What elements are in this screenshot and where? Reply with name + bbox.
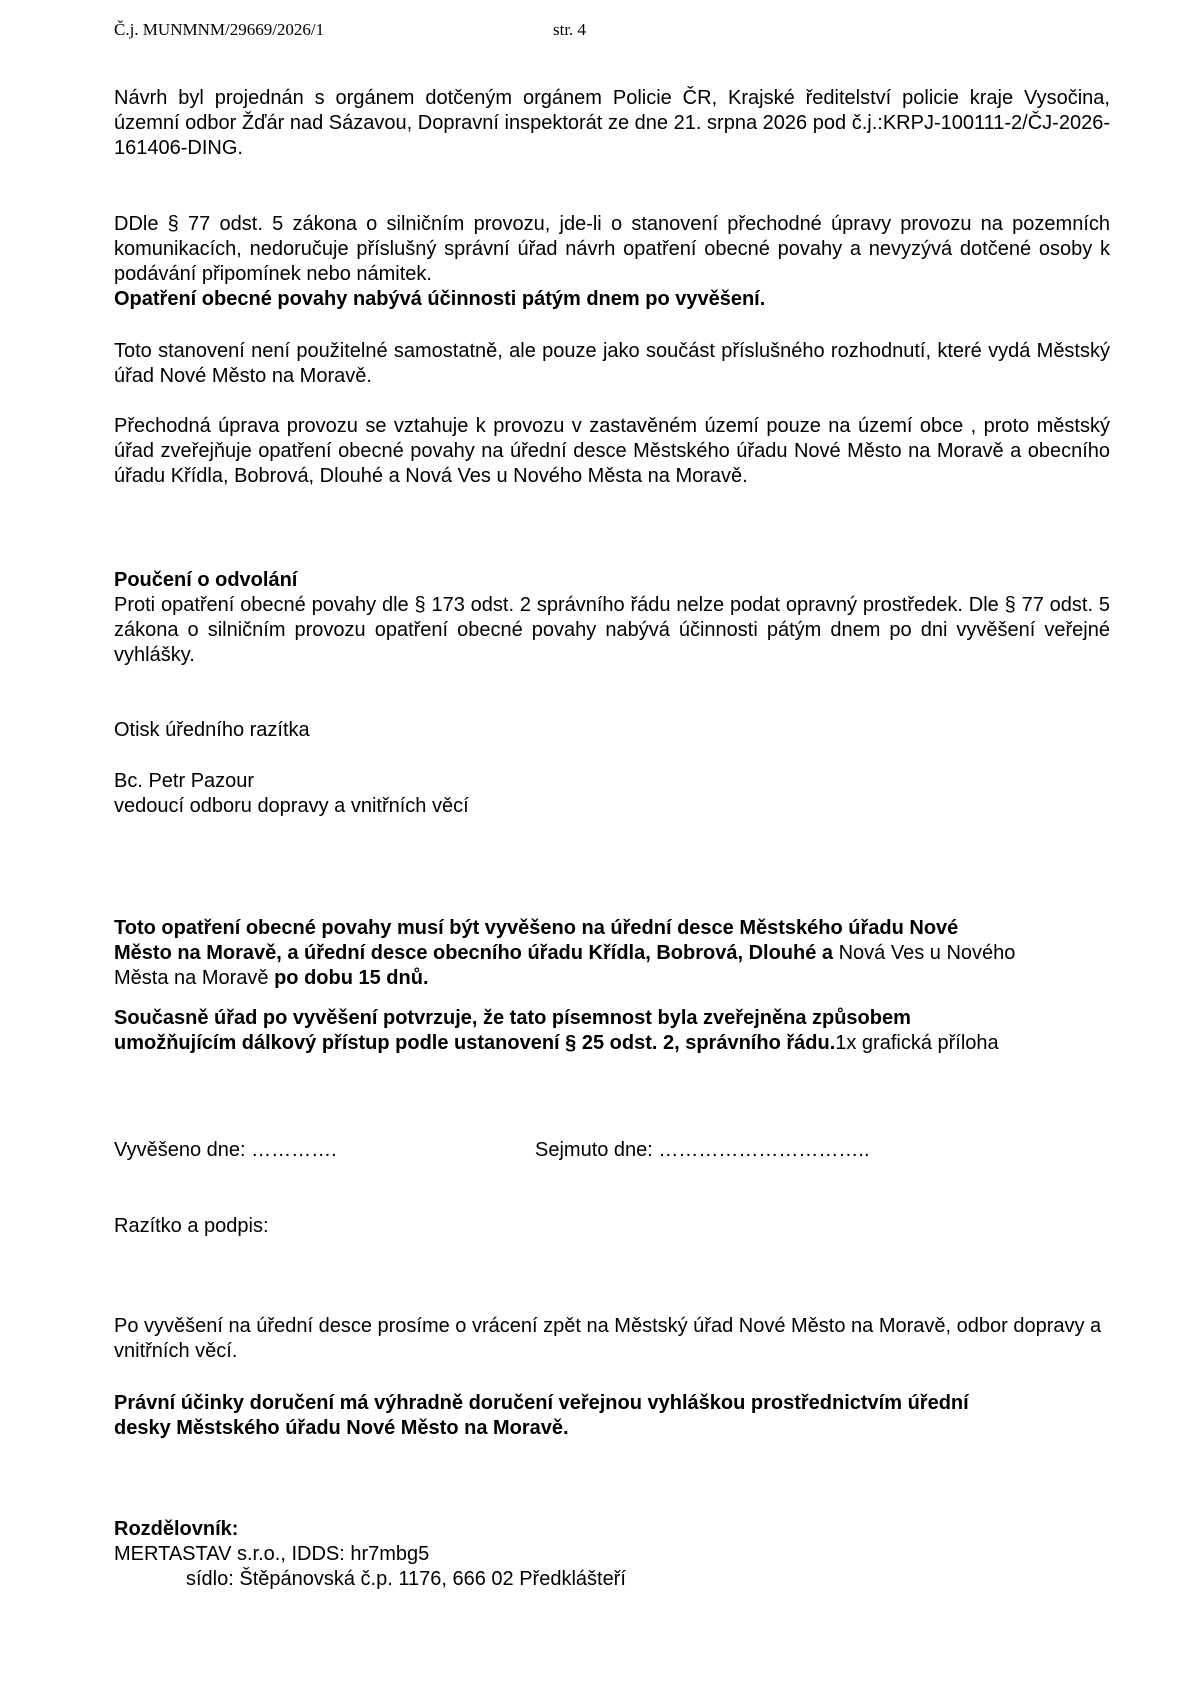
paragraph-not-standalone: Toto stanovení není použitelné samostatně, ale pouze jako součást příslušného rozhodnutí, které vydá Městský úřad Nové Město na Moravě. [114,340,1110,387]
paragraph-legal-basis: DDle § 77 odst. 5 zákona o silničním provozu, jde-li o stanovení přechodné úpravy provozu na pozemních komunikacích, nedoručuje příslušný správní úřad návrh opatření obecné povahy a nevyzývá dotčené osoby k podávání připomínek nebo námitek. [114,213,1110,285]
distribution-heading: Rozdělovník: [114,1518,239,1540]
posting-period: po dobu 15 dnů. [274,967,429,989]
posted-date-field: Vyvěšeno dne: …………. [114,1139,337,1161]
posting-line-3-normal: Města na Moravě [114,967,275,989]
legal-effect-line-2: desky Městského úřadu Nové Město na Moravě. [114,1417,569,1439]
paragraph-police-consultation: Návrh byl projednán s orgánem dotčeným orgánem Policie ČR, Krajské ředitelství policie kraje Vysočina, územní odbor Žďár nad Sázavou, Dopravní inspektorát ze dne 21. srpna 2026 pod č.j.:KRPJ-100111-2/ČJ-2026-161406-DING. [114,87,1110,159]
stamp-label: Otisk úředního razítka [114,719,310,741]
legal-effect-line-1: Právní účinky doručení má výhradně doručení veřejnou vyhláškou prostřednictvím úřední [114,1392,969,1414]
legal-effect [114,1391,1110,1441]
posting-line-1: Toto opatření obecné povahy musí být vyvěšeno na úřední desce Městského úřadu Nové [114,917,959,939]
distribution-address: sídlo: Štěpánovská č.p. 1176, 666 02 Předklášteří [186,1568,626,1590]
posting-line-2-bold: Město na Moravě, a úřední desce obecního úřadu Křídla, Bobrová, Dlouhé a [114,942,834,964]
appeal-section [114,568,1110,668]
signatory [114,769,1110,819]
paragraph-scope: Přechodná úprava provozu se vztahuje k provozu v zastavěném území pouze na území obce , proto městský úřad zveřejňuje opatření obecné povahy na úřední desce Městského úřadu Nové Město na Moravě a obecního úřadu Křídla, Bobrová, Dlouhé a Nová Ves u Nového Města na Moravě. [114,415,1110,487]
appeal-text: Proti opatření obecné povahy dle § 173 odst. 2 správního řádu nelze podat opravný prostředek. Dle § 77 odst. 5 zákona o silničním provozu opatření obecné povahy nabývá účinnosti pátým dnem po dni vyvěšení veřejné vyhlášky. [114,594,1110,666]
publication-confirmation [114,1006,1110,1056]
section-no-comments [114,212,1110,312]
page-number: str. 4 [553,20,587,39]
return-note: Po vyvěšení na úřední desce prosíme o vrácení zpět na Městský úřad Nové Město na Moravě, odbor dopravy a vnitřních věcí. [114,1315,1102,1362]
effectiveness-statement: Opatření obecné povahy nabývá účinnosti pátým dnem po vyvěšení. [114,288,766,310]
confirm-line-2-bold: umožňujícím dálkový přístup podle ustanovení § 25 odst. 2, správního řádu. [114,1032,836,1054]
stamp-signature-label: Razítko a podpis: [114,1215,269,1237]
signatory-title: vedoucí odboru dopravy a vnitřních věcí [114,795,469,817]
distribution-recipient: MERTASTAV s.r.o., IDDS: hr7mbg5 [114,1543,430,1565]
posting-line-2-normal: Nová Ves u Nového [833,942,1016,964]
removed-date-field: Sejmuto dne: ………………………….. [535,1139,870,1161]
posting-requirement [114,916,1110,991]
appeal-heading: Poučení o odvolání [114,569,298,591]
reference-number: Č.j. MUNMNM/29669/2026/1 [114,20,325,39]
attachment-note: 1x grafická příloha [835,1032,999,1054]
signatory-name: Bc. Petr Pazour [114,770,255,792]
confirm-line-1: Současně úřad po vyvěšení potvrzuje, že tato písemnost byla zveřejněna způsobem [114,1007,911,1029]
distribution-list [114,1517,1110,1592]
